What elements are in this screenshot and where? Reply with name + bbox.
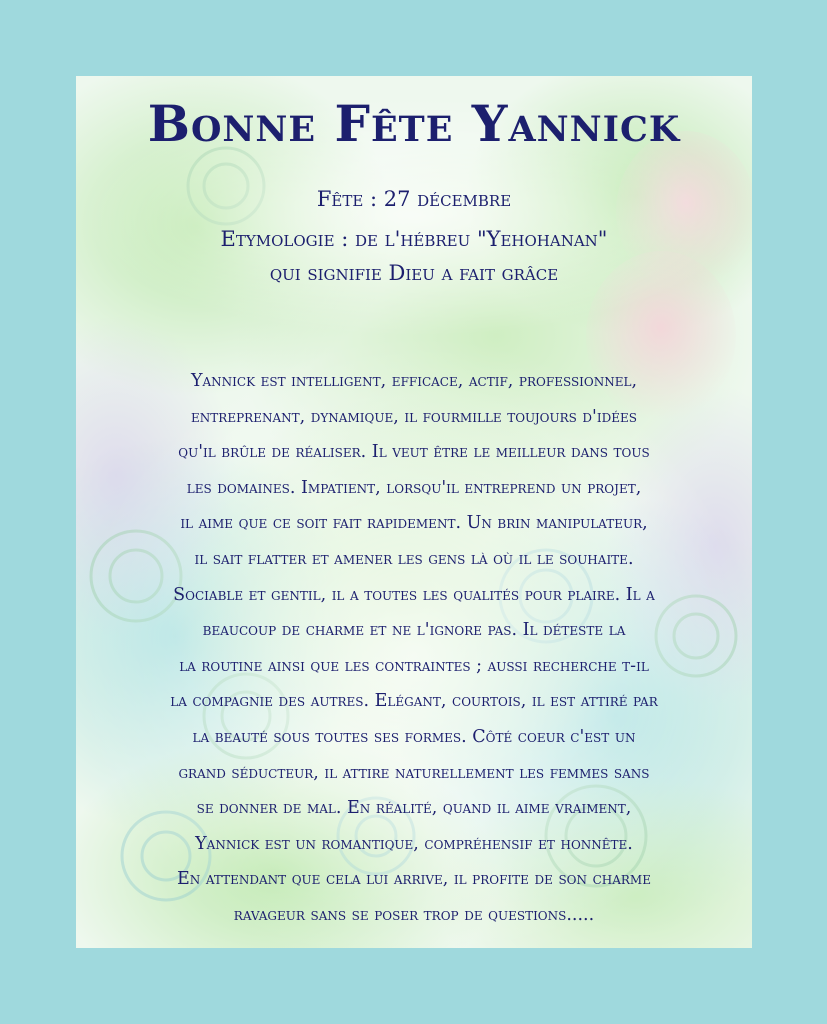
description-line: beaucoup de charme et ne l'ignore pas. Il déteste la	[202, 620, 626, 641]
fete-date: Fête : 27 décembre	[316, 187, 512, 211]
page-title: Bonne Fête Yannick	[147, 94, 681, 153]
description-line: grand séducteur, il attire naturellement les femmes sans	[178, 762, 650, 783]
description-line: la routine ainsi que les contraintes ; aussi recherche t-il	[179, 655, 649, 676]
description-line: ravageur sans se poser trop de questions.....	[233, 904, 595, 925]
etymology-meaning: qui signifie Dieu a fait grâce	[269, 261, 559, 285]
description-line: il aime que ce soit fait rapidement. Un brin manipulateur,	[180, 513, 648, 534]
description-line: entreprenant, dynamique, il fourmille toujours d'idées	[191, 406, 637, 427]
description-line: la compagnie des autres. Elégant, courtois, il est attiré par	[170, 691, 658, 712]
description-line: Sociable et gentil, il a toutes les qualités pour plaire. Il a	[173, 584, 655, 605]
description-line: qu'il brûle de réaliser. Il veut être le meilleur dans tous	[178, 442, 650, 463]
description-line: Yannick est un romantique, compréhensif et honnête.	[195, 833, 633, 854]
description-line: la beauté sous toutes ses formes. Côté coeur c'est un	[192, 726, 636, 747]
card-content	[76, 76, 752, 948]
description-line: les domaines. Impatient, lorsqu'il entreprend un projet,	[186, 477, 642, 498]
description-text	[94, 364, 734, 934]
greeting-card	[76, 76, 752, 948]
description-line: En attendant que cela lui arrive, il profite de son charme	[177, 869, 651, 890]
etymology-line: Etymologie : de l'hébreu "Yehohanan"	[220, 227, 608, 251]
description-line: se donner de mal. En réalité, quand il aime vraiment,	[196, 798, 632, 819]
description-line: Yannick est intelligent, efficace, actif, professionnel,	[190, 371, 638, 391]
description-line: il sait flatter et amener les gens là où il le souhaite.	[194, 548, 634, 569]
